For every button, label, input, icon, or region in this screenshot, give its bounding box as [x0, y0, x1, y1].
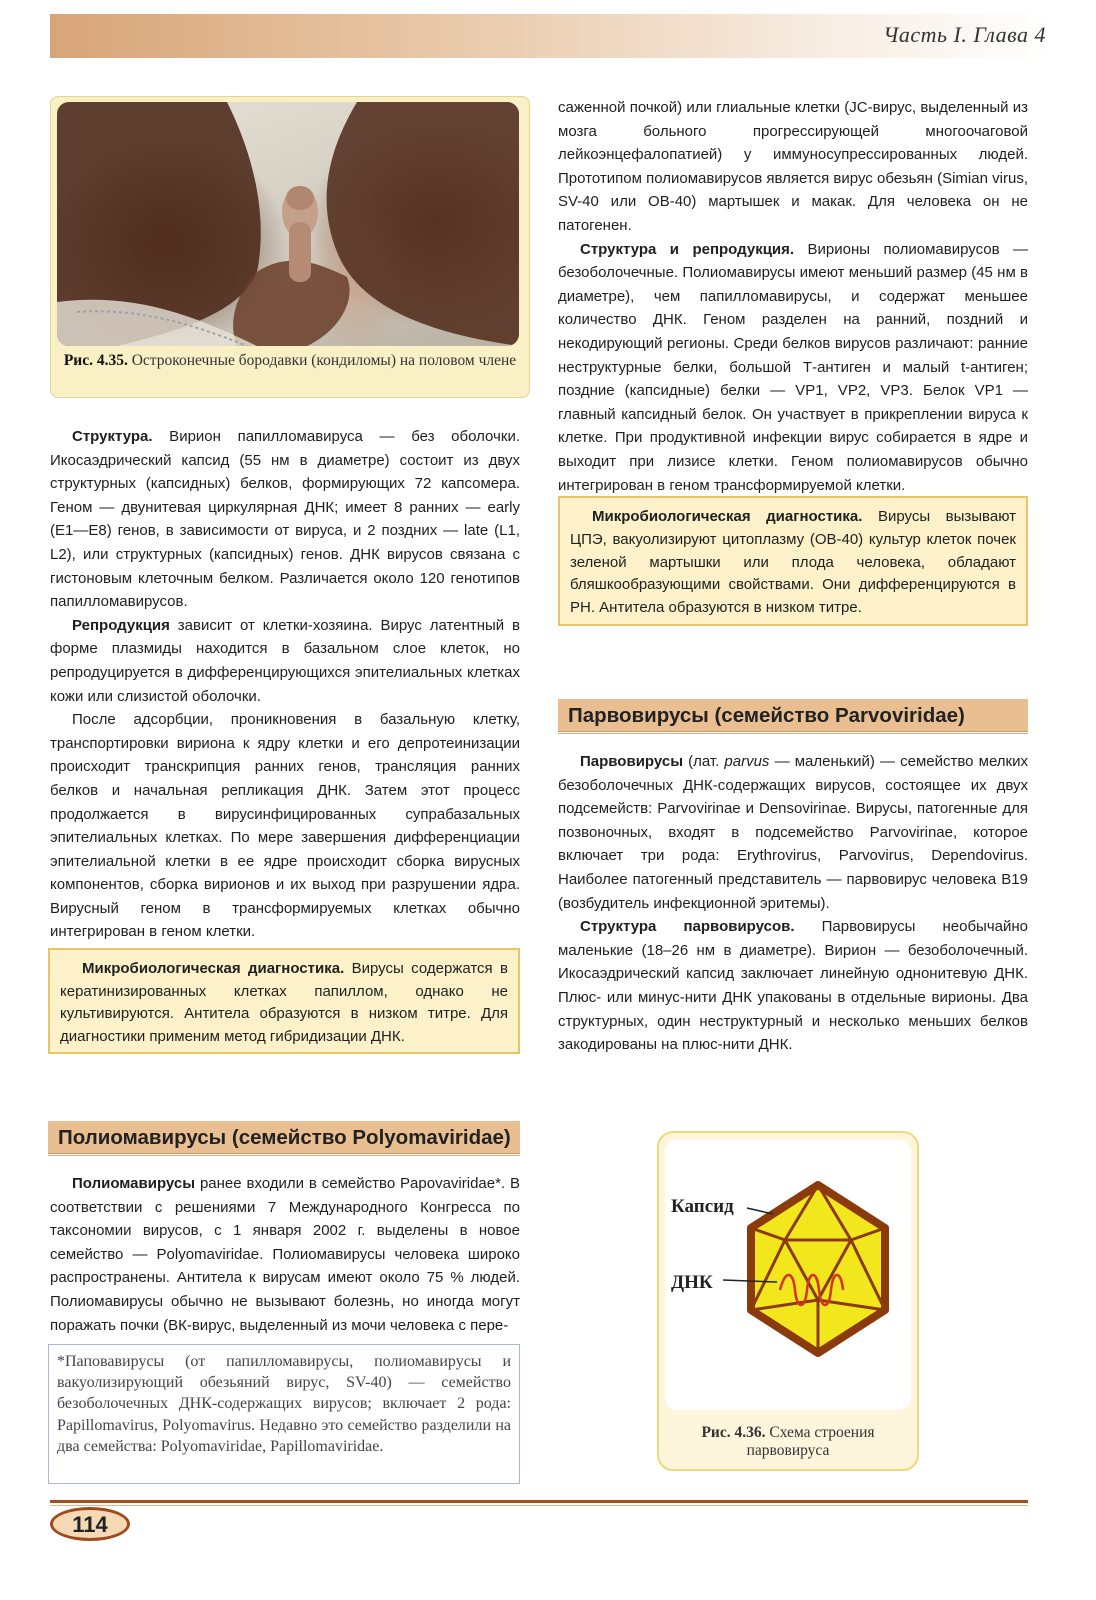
running-head: Часть I. Глава 4	[883, 22, 1046, 47]
label-capsid: Капсид	[671, 1196, 734, 1217]
paragraph-structure: Структура. Вирион папилломавируса — без оболочки. Икосаэдрический капсид (55 нм в диаметре) состоит из двух структурных (капсидных) белков, формирующих 72 капсомера. Геном — двунитевая циркулярная ДНК; имеет 8 ранних — early (E1—E8) генов, в зависимости от вируса, и 2 поздних — late (L1, L2), или структурных (капсидных) генов. ДНК вирусов связана с гистоновым клеточным белком. Различается около 120 генотипов папилломавирусов.	[50, 428, 520, 611]
figure-4-35-caption	[60, 352, 520, 370]
clinical-photo-illustration	[57, 102, 519, 346]
paragraph-parvovirus: Парвовирусы (лат. parvus — маленький) — семейство мелких безоболочечных ДНК-содержащих вирусов, состоящее их двух подсемейств: Parvovirinae и Densovirinae. Вирусы, патогенные для позвоночных, входят в подсемейство Parvovirinae, которое включает три рода: Erythrovirus, Parvovirus, Dependovirus. Наиболее патогенный представитель — парвовирус человека B19 (возбудитель инфекционной эритемы).	[558, 753, 1028, 912]
figure-4-36-caption	[665, 1424, 911, 1460]
caption-text: Остроконечные бородавки (кондиломы) на половом члене	[131, 352, 517, 369]
clinical-photo	[57, 102, 519, 346]
caption-text: Схема строения парвовируса	[746, 1424, 875, 1459]
parvovirus-diagram	[665, 1140, 911, 1410]
section-heading-parvovirus: Парвовирусы (семейство Parvoviridae)	[558, 699, 1028, 732]
label-dna: ДНК	[671, 1272, 713, 1293]
paragraph-structure-reproduction: Структура и репродукция. Вирионы полиомавирусов — безоболочечные. Полиомавирусы имеют меньший размер (45 нм в диаметре), чем папилломавирусы, и содержат меньшее количество ДНК. Геном разделен на ранний, поздний и некодирующий регионы. Среди белков вирусов различают: ранние неструктурные белки, большой Т-антиген и малый t-антиген; поздние (капсидные) белки — VP1, VP2, VP3. Белок VP1 — главный капсидный белок. Он участвует в прикреплении вируса к клетке. При продуктивной инфекции вирус собирается в ядре и выходит при лизисе клетки. Геном полиомавирусов обычно интегрирован в геном трансформируемой клетки.	[558, 240, 1028, 494]
right-column-body	[558, 96, 1028, 497]
figure-number: Рис. 4.35.	[63, 352, 128, 369]
paragraph-polyomavirus: Полиомавирусы ранее входили в семейство Papovaviridae*. В соответствии с решениями 7 Международного Конгресса по таксономии вирусов, с 1 января 2002 г. выделены в новое семейство — Polyomaviridae. Полиомавирусы человека широко распространены. Антитела к вирусам имеют около 75 % людей. Полиомавирусы обычно не вызывают болезнь, но иногда могут поражать почки (ВК-вирус, выделенный из мочи человека с пере-	[50, 1175, 520, 1334]
paragraph-continuation: саженной почкой) или глиальные клетки (JC-вирус, выделенный из мозга больного прогрессирующей многоочаговой лейкоэнцефалопатией) у иммуносупрессированных людей. Прототипом полиомавирусов является вирус обезьян (Simian virus, SV-40 или OB-40) мартышек и макак. Для человека он не патогенен.	[558, 99, 1028, 234]
page-number: 114	[50, 1507, 130, 1541]
diagnostics-box-polyoma: Микробиологическая диагностика. Вирусы вызывают ЦПЭ, вакуолизируют цитоплазму (OB-40) культур клеток почек зеленой мартышки или плода человека, обладают бляшкообразующими свойствами. Они дифференцируются в РН. Антитела образуются в низком титре.	[558, 496, 1028, 626]
paragraph-reproduction: Репродукция зависит от клетки-хозяина. Вирус латентный в форме плазмиды находится в базальном слое клеток, но репродуцируется в дифференцирующихся эпителиальных клетках кожи или слизистой оболочки.	[50, 616, 520, 705]
footer-rule	[50, 1500, 1028, 1503]
footer-rule-thin	[50, 1505, 1028, 1506]
section-heading-polyomavirus: Полиомавирусы (семейство Polyomaviridae)	[48, 1121, 520, 1154]
paragraph-cycle: После адсорбции, проникновения в базальную клетку, транспортировки вириона к ядру клетки и его депротеинизации происходит транскрипция ранних генов, трансляция ранних белков и начальная репликация ДНК. Затем этот процесс продолжается в вирусинфицированных супрабазальных эпителиальных клетках. По мере завершения дифференциации эпителиальной клетки в ее ядре происходит сборка вирусных компонентов, сборка вирионов и их выход при разрушении ядра. Вирусный геном в трансформируемых клетках обычно интегрирован в геном клетки.	[50, 711, 520, 941]
figure-number: Рис. 4.36.	[701, 1424, 766, 1441]
left-column-body	[50, 425, 520, 944]
paragraph-parvo-structure: Структура парвовирусов. Парвовирусы необычайно маленькие (18–26 нм в диаметре). Вирион — безоболочечный. Икосаэдрический капсид заключает линейную однонитевую ДНК. Плюс- или минус-нити ДНК упакованы в отдельные вирионы. Два структурных, один неструктурный и несколько меньших белков закодированы на плюс-нити ДНК.	[558, 918, 1028, 1054]
diagnostics-box-papilloma: Микробиологическая диагностика. Вирусы содержатся в кератинизированных клетках папиллом, однако не культивируются. Антитела образуются в низком титре. Для диагностики применим метод гибридизации ДНК.	[48, 948, 520, 1054]
figure-4-36-canvas	[665, 1140, 911, 1410]
footnote: *Паповавирусы (от папилломавирусы, полиомавирусы и вакуолизирующий обезьяний вирус, SV-40) — семейство безоболочечных ДНК-содержащих вирусов; включает 2 рода: Papillomavirus, Polyomavirus. Недавно это семейство разделили на два семейства: Polyomaviridae, Papillomaviridae.	[48, 1344, 520, 1484]
right-column-parvo	[558, 750, 1028, 1057]
